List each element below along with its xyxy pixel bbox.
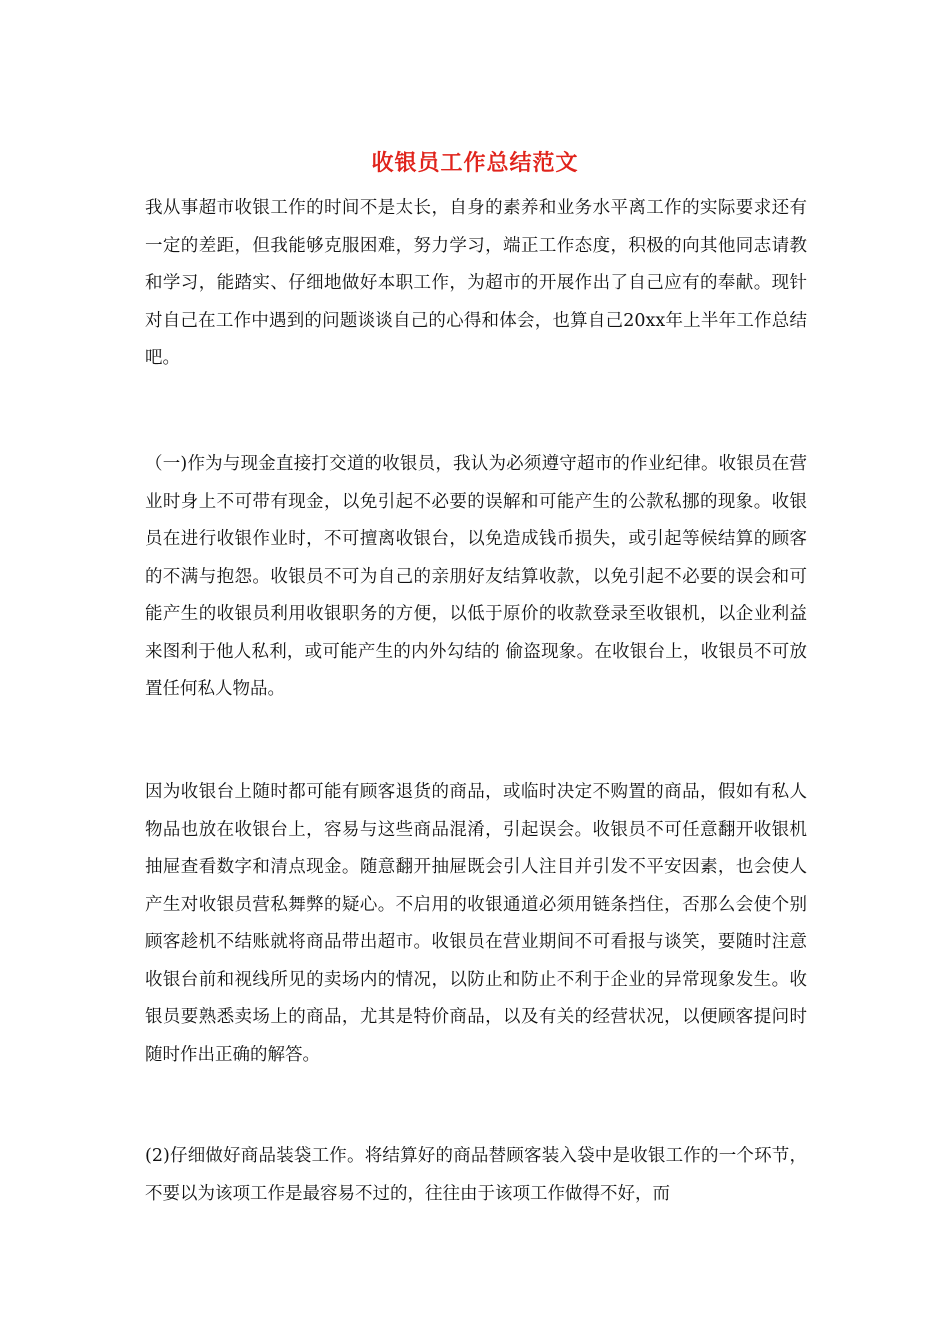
paragraph-section-2: (2)仔细做好商品装袋工作。将结算好的商品替顾客装入袋中是收银工作的一个环节，不要以为该项工作是最容易不过的，往往由于该项工作做得不好，而 [145, 1146, 807, 1204]
document-title: 收银员工作总结范文 [371, 150, 579, 176]
paragraph-section-1-continued: 因为收银台上随时都可能有顾客退货的商品，或临时决定不购置的商品，假如有私人物品也放在收银台上，容易与这些商品混淆，引起误会。收银员不可任意翻开收银机抽屉查看数字和清点现金。随意翻开抽屉既会引人注目并引发不平安因素，也会使人产生对收银员营私舞弊的疑心。不启用的收银通道必须用链条挡住，否那么会使个别顾客趁机不结账就将商品带出超市。收银员在营业期间不可看报与谈笑，要随时注意收银台前和视线所见的卖场内的情况，以防止和防止不利于企业的异常现象发生。收银员要熟悉卖场上的商品，尤其是特价商品，以及有关的经营状况，以便顾客提问时随时作出正确的解答。 [145, 782, 807, 1065]
paragraph-section-1: （一)作为与现金直接打交道的收银员，我认为必须遵守超市的作业纪律。收银员在营业时身上不可带有现金，以免引起不必要的误解和可能产生的公款私挪的现象。收银员在进行收银作业时，不可擅离收银台，以免造成钱币损失，或引起等候结算的顾客的不满与抱怨。收银员不可为自己的亲朋好友结算收款，以免引起不必要的误会和可能产生的收银员利用收银职务的方便，以低于原价的收款登录至收银机，以企业利益来图利于他人私利，或可能产生的内外勾结的 偷盗现象。在收银台上，收银员不可放置任何私人物品。 [145, 454, 807, 699]
paragraph-intro: 我从事超市收银工作的时间不是太长，自身的素养和业务水平离工作的实际要求还有一定的差距，但我能够克服困难，努力学习，端正工作态度，积极的向其他同志请教和学习，能踏实、仔细地做好本职工作，为超市的开展作出了自己应有的奉献。现针对自己在工作中遇到的问题谈谈自己的心得和体会，也算自己20xx年上半年工作总结吧。 [145, 198, 807, 368]
